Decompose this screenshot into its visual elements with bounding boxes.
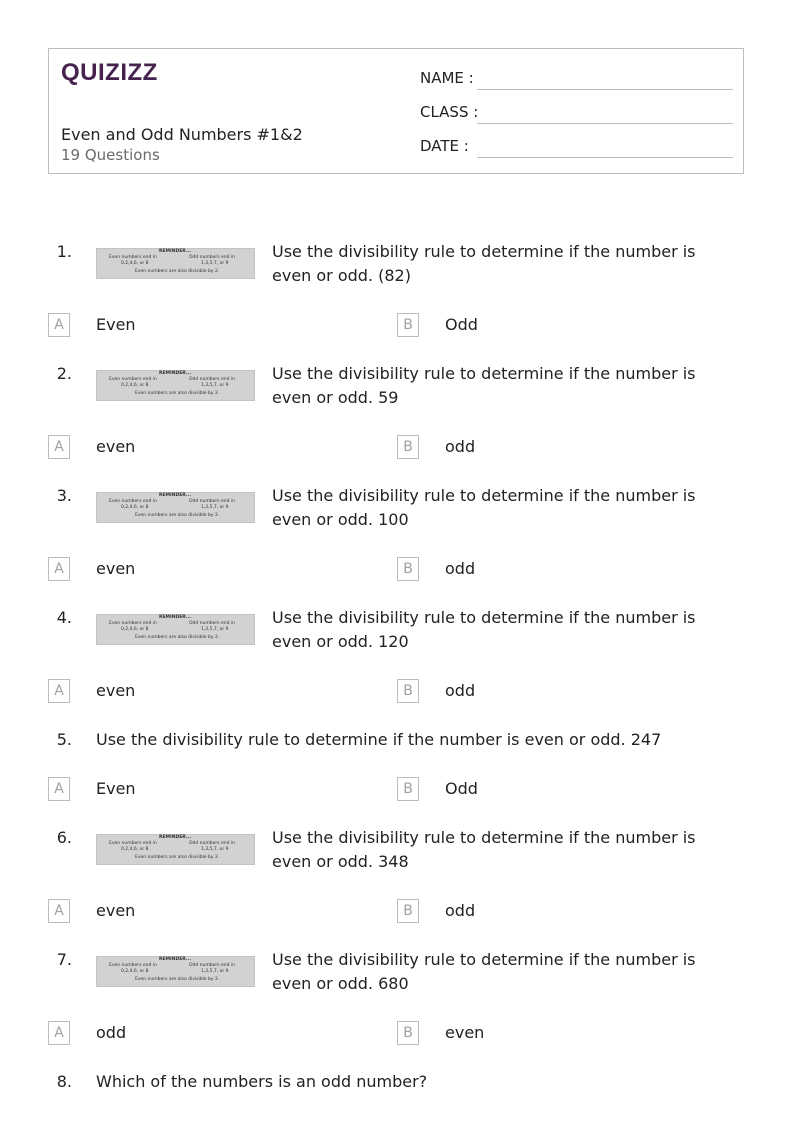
quizizz-logo: QUIZIZZ: [61, 59, 158, 86]
question-number: 5.: [56, 730, 72, 749]
class-label: CLASS :: [420, 103, 479, 121]
question-text: Use the divisibility rule to determine if the number is even or odd. 59: [272, 364, 696, 407]
name-field[interactable]: [420, 69, 733, 93]
odd-label: Odd numbers end in: [189, 377, 236, 382]
worksheet-title: Even and Odd Numbers #1&2: [61, 125, 303, 144]
option-letter-box[interactable]: B: [397, 899, 419, 923]
option-letter-box[interactable]: B: [397, 679, 419, 703]
date-field[interactable]: [420, 137, 733, 161]
option-letter-box[interactable]: A: [48, 435, 70, 459]
name-label: NAME :: [420, 69, 474, 87]
option-text[interactable]: Odd: [445, 315, 478, 334]
option-letter-box[interactable]: A: [48, 557, 70, 581]
option-text[interactable]: Odd: [445, 779, 478, 798]
reminder-heading: REMINDER...: [159, 493, 191, 498]
date-label: DATE :: [420, 137, 469, 155]
even-label: Even numbers end in: [109, 255, 157, 260]
question-number: 6.: [56, 828, 72, 847]
date-line[interactable]: [477, 157, 733, 158]
odd-label: Odd numbers end in: [189, 841, 236, 846]
option-text[interactable]: even: [96, 901, 136, 920]
reminder-image: [96, 248, 255, 279]
reminder-footer: Even numbers are also divisible by 2.: [135, 855, 220, 860]
option-text[interactable]: odd: [96, 1023, 127, 1042]
odd-digits: 1,3,5,7, or 9: [201, 969, 229, 974]
odd-digits: 1,3,5,7, or 9: [201, 627, 229, 632]
even-label: Even numbers end in: [109, 377, 157, 382]
reminder-footer: Even numbers are also divisible by 2.: [135, 977, 220, 982]
reminder-heading: REMINDER...: [159, 371, 191, 376]
even-label: Even numbers end in: [109, 621, 157, 626]
question-number: 1.: [56, 242, 72, 261]
option-text[interactable]: odd: [445, 437, 476, 456]
reminder-image: [96, 956, 255, 987]
question-text: Use the divisibility rule to determine if the number is even or odd. 100: [272, 486, 696, 529]
reminder-footer: Even numbers are also divisible by 2.: [135, 391, 220, 396]
option-text[interactable]: even: [445, 1023, 485, 1042]
even-digits: 0,2,4,6, or 8: [121, 969, 149, 974]
reminder-image: [96, 492, 255, 523]
even-digits: 0,2,4,6, or 8: [121, 847, 149, 852]
reminder-heading: REMINDER...: [159, 249, 191, 254]
question-text: Use the divisibility rule to determine if the number is even or odd. 348: [272, 828, 696, 871]
question-text: Which of the numbers is an odd number?: [96, 1072, 428, 1091]
reminder-footer: Even numbers are also divisible by 2.: [135, 513, 220, 518]
option-text[interactable]: even: [96, 437, 136, 456]
option-text[interactable]: odd: [445, 559, 476, 578]
odd-label: Odd numbers end in: [189, 963, 236, 968]
option-text[interactable]: Even: [96, 315, 136, 334]
even-label: Even numbers end in: [109, 499, 157, 504]
option-text[interactable]: even: [96, 559, 136, 578]
reminder-footer: Even numbers are also divisible by 2.: [135, 269, 220, 274]
even-digits: 0,2,4,6, or 8: [121, 627, 149, 632]
reminder-heading: REMINDER...: [159, 957, 191, 962]
reminder-image: [96, 834, 255, 865]
option-text[interactable]: even: [96, 681, 136, 700]
even-label: Even numbers end in: [109, 841, 157, 846]
reminder-image: [96, 370, 255, 401]
even-digits: 0,2,4,6, or 8: [121, 505, 149, 510]
class-line[interactable]: [477, 123, 733, 124]
option-letter-box[interactable]: A: [48, 899, 70, 923]
option-letter-box[interactable]: B: [397, 435, 419, 459]
question-number: 7.: [56, 950, 72, 969]
option-letter-box[interactable]: B: [397, 313, 419, 337]
name-line[interactable]: [477, 89, 733, 90]
option-text[interactable]: Even: [96, 779, 136, 798]
question-number: 4.: [56, 608, 72, 627]
option-letter-box[interactable]: A: [48, 679, 70, 703]
even-digits: 0,2,4,6, or 8: [121, 383, 149, 388]
reminder-footer: Even numbers are also divisible by 2.: [135, 635, 220, 640]
question-text: Use the divisibility rule to determine if the number is even or odd. 680: [272, 950, 696, 993]
odd-label: Odd numbers end in: [189, 255, 236, 260]
class-field[interactable]: [420, 103, 733, 127]
option-text[interactable]: odd: [445, 681, 476, 700]
odd-label: Odd numbers end in: [189, 621, 236, 626]
option-text[interactable]: odd: [445, 901, 476, 920]
option-letter-box[interactable]: A: [48, 313, 70, 337]
question-number: 3.: [56, 486, 72, 505]
reminder-heading: REMINDER...: [159, 835, 191, 840]
odd-digits: 1,3,5,7, or 9: [201, 505, 229, 510]
reminder-image: [96, 614, 255, 645]
option-letter-box[interactable]: B: [397, 557, 419, 581]
odd-digits: 1,3,5,7, or 9: [201, 261, 229, 266]
odd-digits: 1,3,5,7, or 9: [201, 847, 229, 852]
option-letter-box[interactable]: B: [397, 777, 419, 801]
worksheet-header: [48, 48, 744, 174]
option-letter-box[interactable]: A: [48, 1021, 70, 1045]
option-letter-box[interactable]: B: [397, 1021, 419, 1045]
question-text: Use the divisibility rule to determine if the number is even or odd. 120: [272, 608, 696, 651]
question-count: 19 Questions: [61, 146, 160, 164]
even-label: Even numbers end in: [109, 963, 157, 968]
even-digits: 0,2,4,6, or 8: [121, 261, 149, 266]
odd-digits: 1,3,5,7, or 9: [201, 383, 229, 388]
question-text: Use the divisibility rule to determine if the number is even or odd. (82): [272, 242, 696, 285]
reminder-heading: REMINDER...: [159, 615, 191, 620]
question-text: Use the divisibility rule to determine if the number is even or odd. 247: [96, 730, 662, 749]
question-number: 2.: [56, 364, 72, 383]
option-letter-box[interactable]: A: [48, 777, 70, 801]
odd-label: Odd numbers end in: [189, 499, 236, 504]
question-number: 8.: [56, 1072, 72, 1091]
